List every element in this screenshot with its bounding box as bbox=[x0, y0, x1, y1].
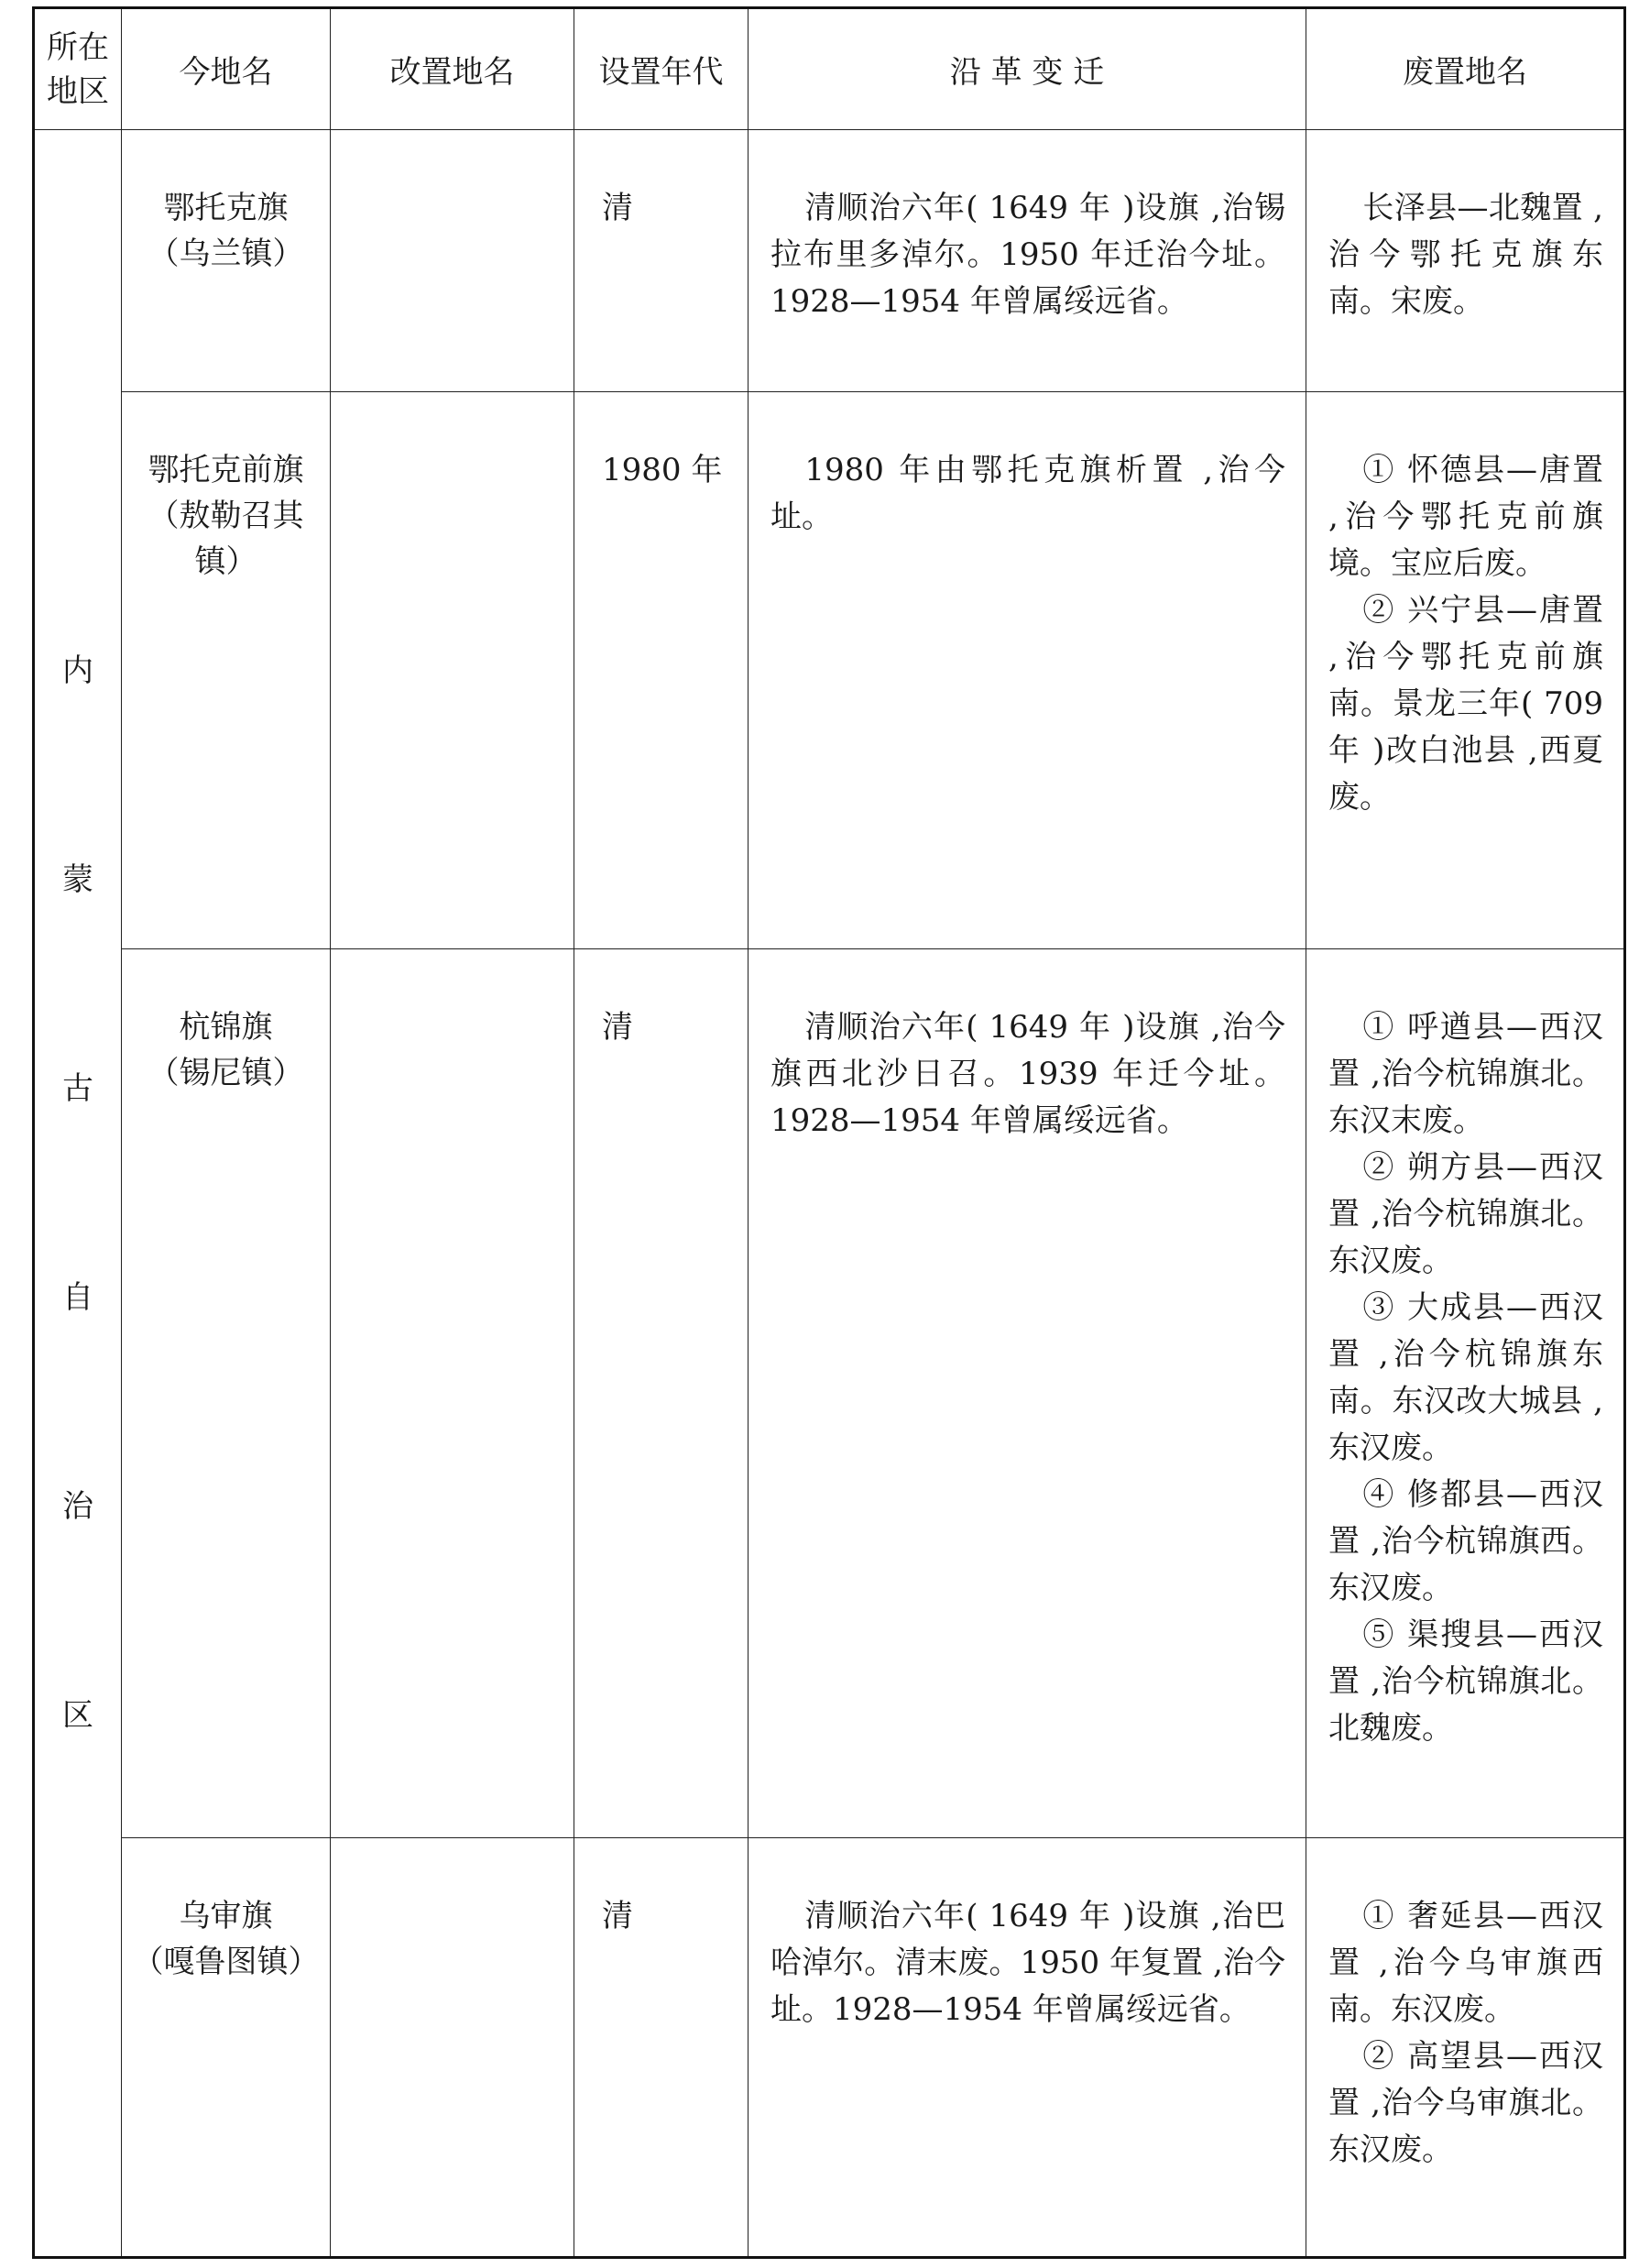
modern-name-cell bbox=[122, 1838, 331, 2258]
modern-name: 鄂托克前旗 bbox=[148, 452, 304, 488]
established-cell: 清 bbox=[574, 1838, 749, 2258]
history-cell bbox=[749, 130, 1306, 392]
abandoned-entry: ⑤ 渠搜县—西汉置 ,治今杭锦旗北。北魏废。 bbox=[1328, 1616, 1603, 1747]
history-text: 清顺治六年( 1649 年 )设旗 ,治锡拉布里多淖尔。1950 年迁治今址。1928—1954 年曾属绥远省。 bbox=[770, 190, 1285, 320]
header-row bbox=[34, 8, 1625, 130]
gazetteer-table bbox=[32, 6, 1626, 2259]
region-char: 内 bbox=[62, 652, 93, 689]
modern-name: 鄂托克旗 bbox=[163, 190, 289, 226]
region-char: 蒙 bbox=[62, 861, 93, 898]
modern-name-seat: （敖勒召其镇） bbox=[148, 498, 304, 580]
history-cell bbox=[749, 949, 1306, 1838]
abandoned-cell bbox=[1306, 130, 1625, 392]
established-cell: 清 bbox=[574, 949, 749, 1838]
region-char: 治 bbox=[62, 1488, 93, 1525]
abandoned-cell bbox=[1306, 392, 1625, 949]
history-text: 清顺治六年( 1649 年 )设旗 ,治巴哈淖尔。清末废。1950 年复置 ,治今址。1928—1954 年曾属绥远省。 bbox=[770, 1898, 1285, 2028]
modern-name: 乌审旗 bbox=[179, 1898, 273, 1934]
renamed-cell bbox=[331, 130, 574, 392]
abandoned-entry: ① 奢延县—西汉置 ,治今乌审旗西南。东汉废。 bbox=[1328, 1898, 1603, 2028]
abandoned-entry: 长泽县—北魏置 ,治今鄂托克旗东南。宋废。 bbox=[1328, 190, 1603, 320]
abandoned-cell bbox=[1306, 1838, 1625, 2258]
modern-name-cell bbox=[122, 949, 331, 1838]
header-abandoned: 废置地名 bbox=[1306, 8, 1625, 130]
header-history: 沿 革 变 迁 bbox=[749, 8, 1306, 130]
abandoned-entry: ② 朔方县—西汉置 ,治今杭锦旗北。东汉废。 bbox=[1328, 1149, 1603, 1279]
renamed-cell bbox=[331, 949, 574, 1838]
region-char: 区 bbox=[62, 1697, 93, 1734]
abandoned-entry: ① 呼遒县—西汉置 ,治今杭锦旗北。东汉末废。 bbox=[1328, 1009, 1603, 1139]
abandoned-entry: ③ 大成县—西汉置 ,治今杭锦旗东南。东汉改大城县 ,东汉废。 bbox=[1328, 1289, 1603, 1466]
header-established: 设置年代 bbox=[574, 8, 749, 130]
history-text: 清顺治六年( 1649 年 )设旗 ,治今旗西北沙日召。1939 年迁今址。1928—1954 年曾属绥远省。 bbox=[770, 1009, 1285, 1139]
renamed-cell bbox=[331, 1838, 574, 2258]
region-char: 自 bbox=[62, 1279, 93, 1316]
modern-name-seat: （乌兰镇） bbox=[148, 236, 304, 272]
region-cell bbox=[34, 130, 122, 2258]
table-row bbox=[34, 392, 1625, 949]
abandoned-cell bbox=[1306, 949, 1625, 1838]
abandoned-entry: ① 怀德县—唐置 ,治今鄂托克前旗境。宝应后废。 bbox=[1328, 452, 1603, 582]
modern-name: 杭锦旗 bbox=[179, 1009, 273, 1046]
table-row bbox=[34, 949, 1625, 1838]
history-text: 1980 年由鄂托克旗析置 ,治今址。 bbox=[770, 452, 1285, 535]
modern-name-seat: （锡尼镇） bbox=[148, 1055, 304, 1091]
modern-name-seat: （嘎鲁图镇） bbox=[132, 1944, 320, 1980]
modern-name-cell bbox=[122, 130, 331, 392]
table-row bbox=[34, 130, 1625, 392]
header-renamed: 改置地名 bbox=[331, 8, 574, 130]
renamed-cell bbox=[331, 392, 574, 949]
established-cell: 清 bbox=[574, 130, 749, 392]
modern-name-cell bbox=[122, 392, 331, 949]
abandoned-entry: ② 兴宁县—唐置 ,治今鄂托克前旗南。景龙三年( 709 年 )改白池县 ,西夏废。 bbox=[1328, 592, 1603, 816]
header-region: 所在地区 bbox=[34, 8, 122, 130]
established-cell: 1980 年 bbox=[574, 392, 749, 949]
abandoned-entry: ② 高望县—西汉置 ,治今乌审旗北。东汉废。 bbox=[1328, 2038, 1603, 2168]
table-row bbox=[34, 1838, 1625, 2258]
history-cell bbox=[749, 392, 1306, 949]
region-char: 古 bbox=[62, 1070, 93, 1107]
history-cell bbox=[749, 1838, 1306, 2258]
header-modern-name: 今地名 bbox=[122, 8, 331, 130]
abandoned-entry: ④ 修都县—西汉置 ,治今杭锦旗西。东汉废。 bbox=[1328, 1476, 1603, 1606]
